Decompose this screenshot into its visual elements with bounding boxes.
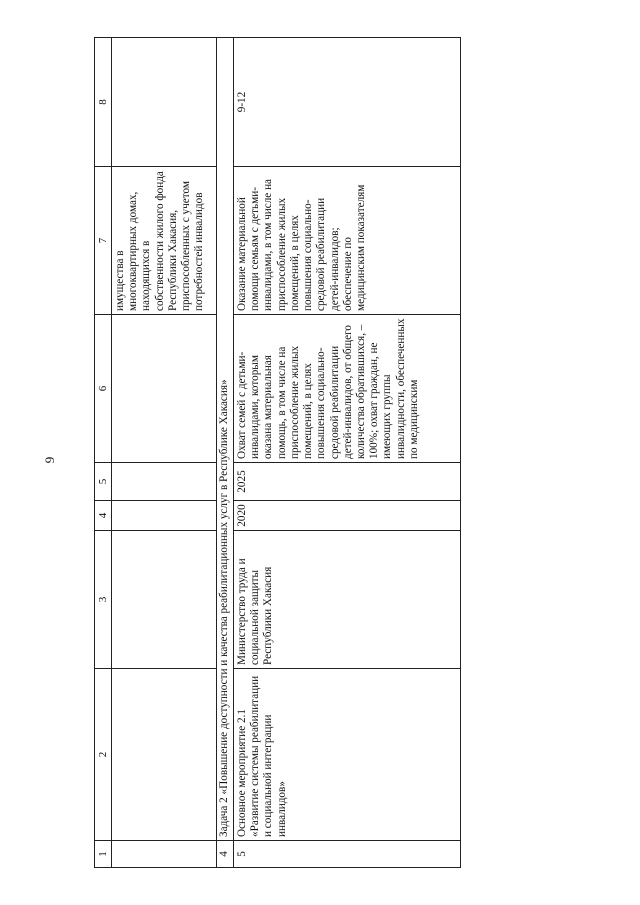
task-row [217, 38, 234, 868]
header-cell: 2 [95, 669, 112, 841]
header-cell: 8 [95, 38, 112, 167]
header-cell: 6 [95, 315, 112, 463]
cell-empty [112, 463, 217, 501]
header-cell: 7 [95, 167, 112, 315]
table-header-row [95, 38, 112, 868]
continuation-result-cell: имущества в многоквартирных домах, находящихся в собственности жилого фонда Республики Хакасия, приспособленных с учетом потребностей инвалидов [112, 167, 217, 315]
cell-empty [112, 669, 217, 841]
start-year-cell: 2020 [234, 501, 461, 531]
rotated-table-container [94, 38, 594, 868]
header-cell: 4 [95, 501, 112, 531]
cell-empty [112, 501, 217, 531]
task-row-number: 4 [217, 841, 234, 868]
event-cell: Основное мероприятие 2.1 «Развитие системы реабилитации и социальной интеграции инвалидов» [234, 669, 461, 841]
cell-empty [112, 38, 217, 167]
end-year-cell: 2025 [234, 463, 461, 501]
result-cell: Оказание материальной помощи семьям с детьми-инвалидами, в том числе на приспособление жилых помещений, в целях повышения социально-средовой реабилитации детей-инвалидов; обеспечение по медицинским показателям [234, 167, 461, 315]
pages-cell: 9-12 [234, 38, 461, 167]
table-row [234, 38, 461, 868]
cell-empty [112, 531, 217, 669]
cell-empty [112, 841, 217, 868]
indicator-cell: Охват семей с детьми-инвалидами, которым оказана материальная помощь, в том числе на приспособление жилых помещений, в целях повышения социально-средовой реабилитации детей-инвалидов, от общего количества обратившихся, – 100%; охват граждан, не имеющих группы инвалидности, обеспеченных по медицинским [234, 315, 461, 463]
program-table [94, 37, 461, 868]
header-cell: 1 [95, 841, 112, 868]
table-row [112, 38, 217, 868]
task-title: Задача 2 «Повышение доступности и качества реабилитационных услуг в Республике Хакасия» [217, 38, 234, 841]
header-cell: 5 [95, 463, 112, 501]
header-cell: 3 [95, 531, 112, 669]
row-number: 5 [234, 841, 461, 868]
executor-cell: Министерство труда и социальной защиты Республики Хакасия [234, 531, 461, 669]
cell-empty [112, 315, 217, 463]
page-number: 9 [42, 456, 57, 464]
